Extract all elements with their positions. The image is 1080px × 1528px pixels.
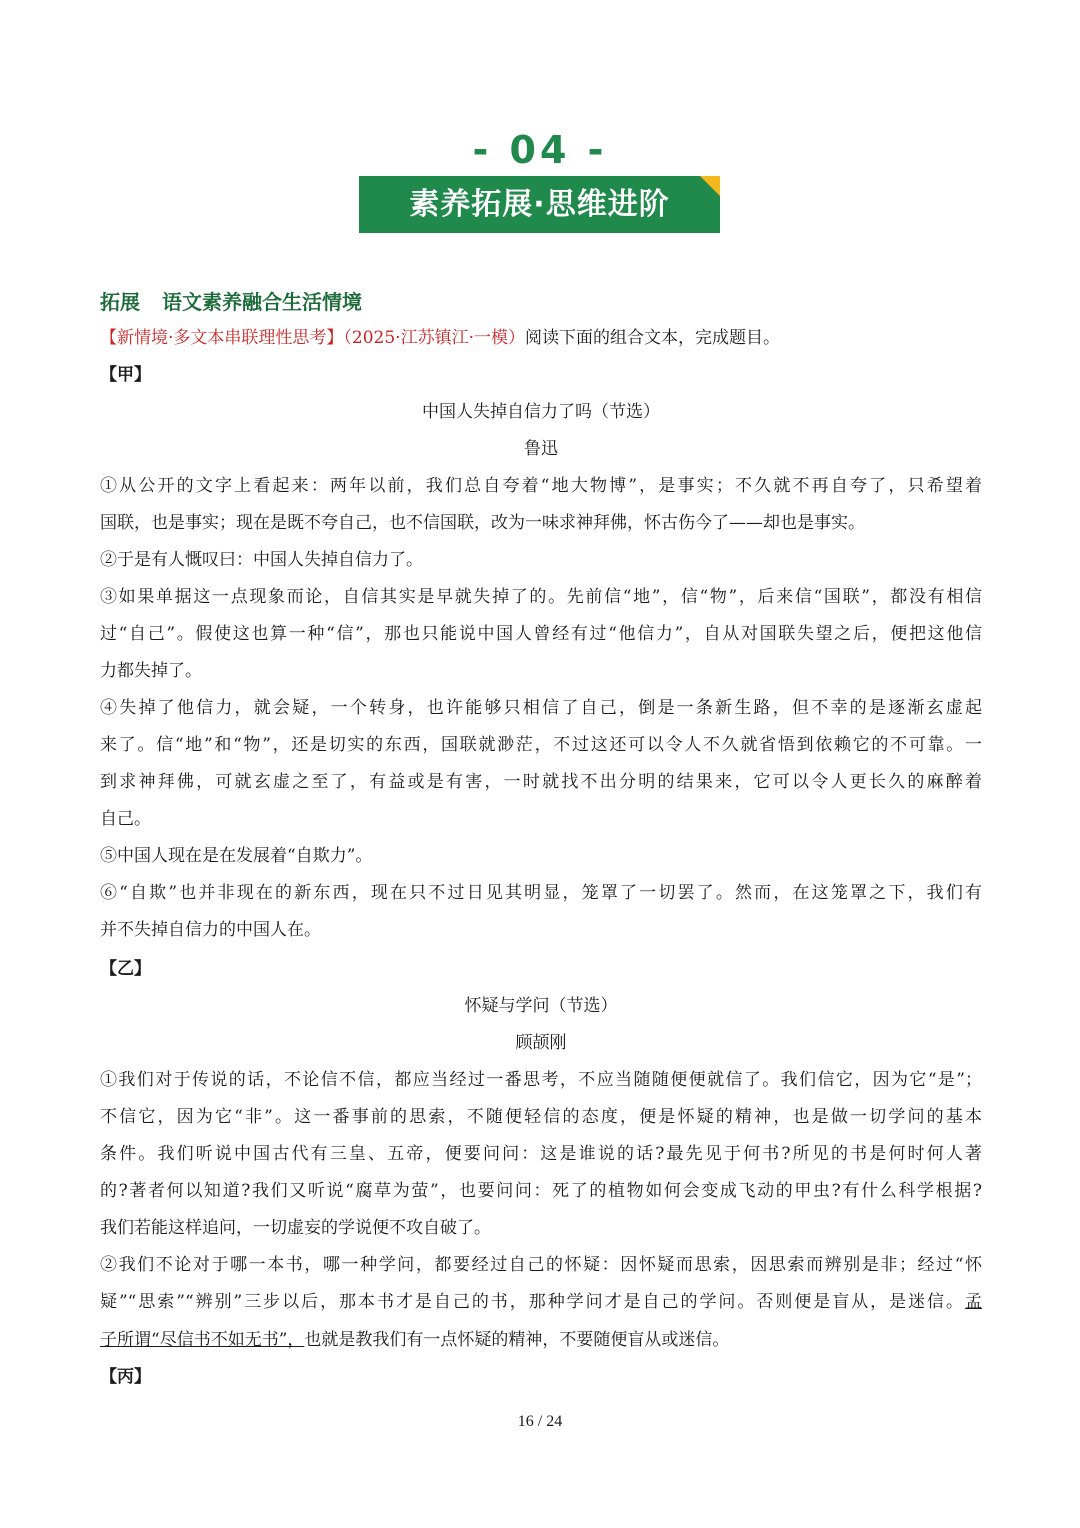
page-number: 16 / 24 — [517, 1413, 563, 1430]
paragraph-line — [100, 1176, 982, 1201]
line-text: 条件。我们听说中国古代有三皇、五帝，便要问问：这是谁说的话?最先见于何书?所见的书是何时何人著 — [100, 1144, 982, 1164]
extension-heading — [100, 286, 362, 315]
line-text: 并不失掉自信力的中国人在。 — [100, 920, 321, 940]
line-text: 自己。 — [100, 809, 151, 829]
part-b-last-line — [100, 1325, 982, 1350]
paragraph-line — [100, 545, 982, 570]
paragraph-line — [100, 767, 982, 792]
heading-title: 语文素养融合生活情境 — [162, 290, 362, 314]
heading-label: 拓展 — [100, 290, 140, 314]
section-banner — [359, 176, 720, 233]
line-text: ⑤中国人现在是在发展着“自欺力”。 — [100, 846, 373, 866]
paragraph-line — [100, 1250, 982, 1275]
section-number: - 04 - — [472, 128, 608, 172]
line-text: 过“自己”。假使这也算一种“信”，那也只能说中国人曾经有过“他信力”，自从对国联失望之后，便把这他信 — [100, 624, 982, 644]
paragraph-line — [100, 1065, 982, 1090]
paragraph-line — [100, 656, 982, 681]
part-a-marker: 【甲】 — [100, 365, 151, 385]
quoted-saying: 子所谓“尽信书不如无书”， — [100, 1330, 305, 1350]
line-text: 不信它，因为它“非”。这一番事前的思索，不随便轻信的态度，便是怀疑的精神，也是做一切学问的基本 — [100, 1107, 982, 1127]
paragraph-line — [100, 1287, 982, 1312]
line-text: 国联，也是事实；现在是既不夸自己，也不信国联，改为一味求神拜佛，怀古伤今了——却也是事实。 — [100, 513, 865, 533]
line-text: 来了。信“地”和“物”，还是切实的东西，国联就渺茫，不过这还可以令人不久就省悟到依赖它的不可靠。一 — [100, 735, 982, 755]
line-text: ③如果单据这一点现象而论，自信其实是早就失掉了的。先前信“地”，信“物”，后来信“国联”，都没有相信 — [100, 587, 982, 607]
task-instruction: 阅读下面的组合文本，完成题目。 — [524, 328, 780, 348]
paragraph-line — [100, 804, 982, 829]
paragraph-line — [100, 471, 982, 496]
paragraph-line — [100, 878, 982, 903]
underlined-start: 孟 — [965, 1292, 982, 1312]
line-text: 到求神拜佛，可就玄虚之至了，有益或是有害，一时就找不出分明的结果来，它可以令人更长久的麻醉着 — [100, 772, 982, 792]
paragraph-line — [100, 508, 982, 533]
paragraph-line — [100, 619, 982, 644]
line-text: ①我们对于传说的话，不论信不信，都应当经过一番思考，不应当随随便便就信了。我们信它，因为它“是”； — [100, 1070, 982, 1090]
part-a-title: 中国人失掉自信力了吗（节选） — [422, 402, 660, 422]
line-text: 我们若能这样追问，一切虚妄的学说便不攻自破了。 — [100, 1218, 491, 1238]
line-text: ②我们不论对于哪一本书，哪一种学问，都要经过自己的怀疑：因怀疑而思索，因思索而辨别是非；经过“怀 — [100, 1255, 982, 1275]
part-b-marker: 【乙】 — [100, 959, 151, 979]
paragraph-line — [100, 1213, 982, 1238]
line-text: ⑥“自欺”也并非现在的新东西，现在只不过日见其明显，笼罩了一切罢了。然而，在这笼罩之下，我们有 — [100, 883, 982, 903]
paragraph-line — [100, 915, 982, 940]
part-b-title: 怀疑与学问（节选） — [464, 996, 618, 1016]
task-line — [100, 323, 982, 348]
banner-title: 素养拓展·思维进阶 — [409, 187, 670, 222]
line-text: 力都失掉了。 — [100, 661, 202, 681]
paragraph-line — [100, 693, 982, 718]
part-a-author: 鲁迅 — [524, 439, 558, 459]
paragraph-line — [100, 582, 982, 607]
paragraph-line — [100, 730, 982, 755]
line-text: ④失掉了他信力，就会疑，一个转身，也许能够只相信了自己，倒是一条新生路，但不幸的是逐渐玄虚起 — [100, 698, 982, 718]
part-c-marker: 【丙】 — [100, 1367, 151, 1387]
line-text: 的?著者何以知道?我们又听说“腐草为萤”，也要问问：死了的植物如何会变成飞动的甲虫?有什么科学根据? — [100, 1181, 982, 1201]
line-text: ②于是有人慨叹曰：中国人失掉自信力了。 — [100, 550, 423, 570]
line-text: ①从公开的文字上看起来：两年以前，我们总自夸着“地大物博”，是事实；不久就不再自夸了，只希望着 — [100, 476, 982, 496]
line-text: 疑”“思索”“辨别”三步以后，那本书才是自己的书，那种学问才是自己的学问。否则便是盲从，是迷信。 — [100, 1292, 965, 1312]
last-line-rest: 也就是教我们有一点怀疑的精神，不要随便盲从或迷信。 — [304, 1330, 730, 1350]
part-b-author: 顾颉刚 — [515, 1033, 567, 1053]
paragraph-line — [100, 1139, 982, 1164]
task-source: （2025·江苏镇江·一模） — [343, 328, 525, 348]
paragraph-line — [100, 1102, 982, 1127]
task-tag: 【新情境·多文本串联理性思考】 — [100, 328, 344, 348]
paragraph-line — [100, 841, 982, 866]
